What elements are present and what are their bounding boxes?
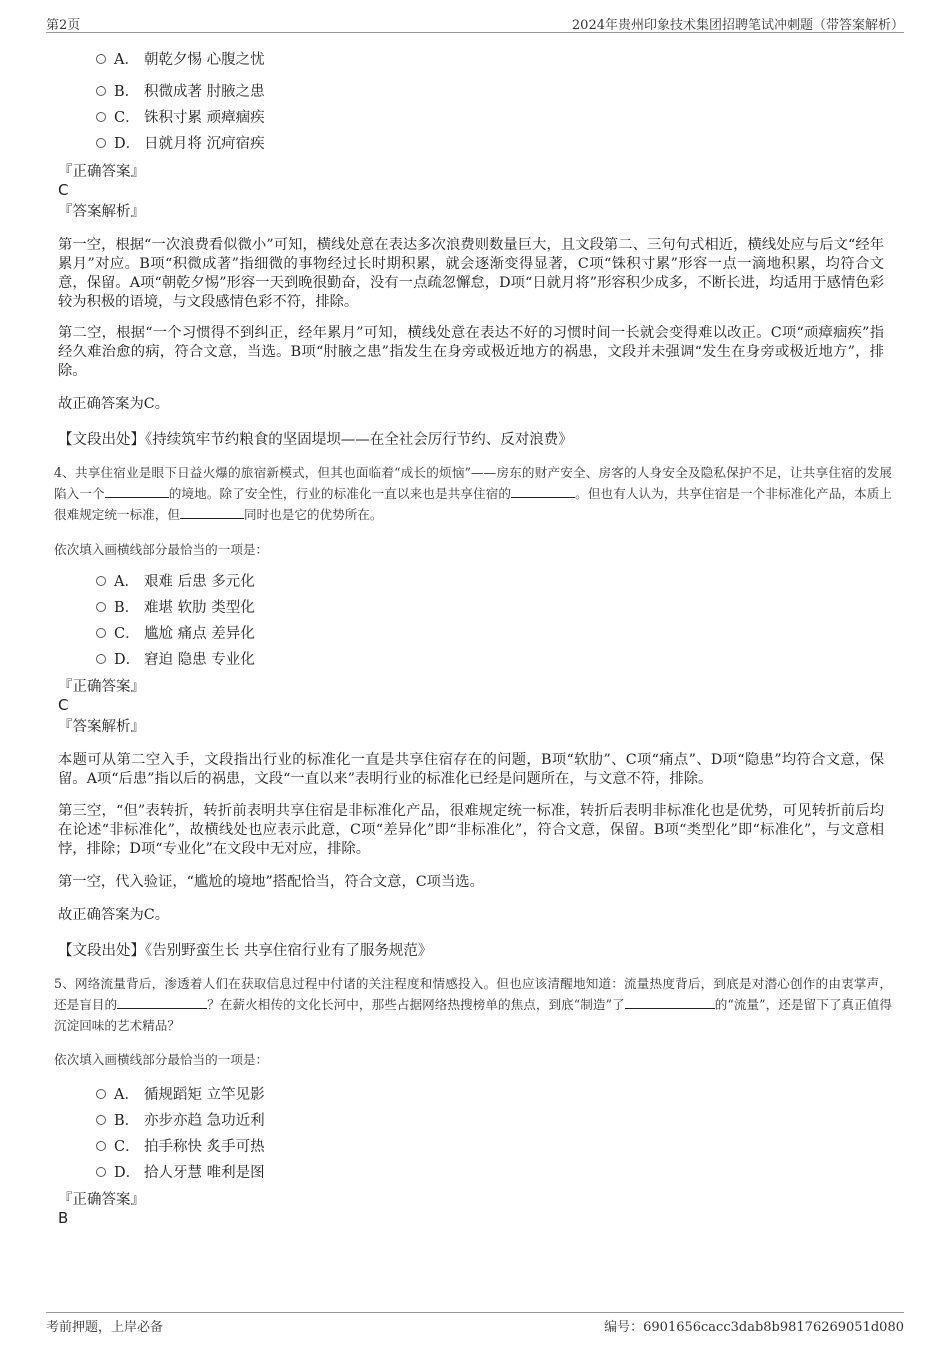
fill-blank (117, 996, 207, 1009)
q3-option-d[interactable]: D． 日就月将 沉疴宿疾 (96, 134, 265, 154)
radio-icon[interactable] (96, 1115, 106, 1125)
q4-option-d[interactable]: D． 窘迫 隐患 专业化 (96, 650, 255, 670)
answer-value: C (58, 696, 69, 714)
answer-value: C (58, 181, 69, 199)
source-citation: 【文段出处】《告别野蛮生长 共享住宿行业有了服务规范》 (58, 943, 433, 959)
analysis-paragraph: 本题可从第二空入手，文段指出行业的标准化一直是共享住宿存在的问题，B项“软肋”、C项“痛点”、D项“隐患”均符合文意，保留。A项“后患”指以后的祸患，文段“一直以来”表明行业的标准化已经是问题所在，与文意不符，排除。 (58, 752, 884, 787)
q3-option-c[interactable]: C． 铢积寸累 顽瘴痼疾 (96, 108, 265, 128)
q5-option-c[interactable]: C． 拍手称快 炙手可热 (96, 1137, 265, 1157)
radio-icon[interactable] (96, 576, 106, 586)
answer-label: 『正确答案』 (58, 1192, 145, 1208)
radio-icon[interactable] (96, 112, 106, 122)
footer-slogan: 考前押题，上岸必备 (46, 1320, 164, 1335)
fill-blank (105, 485, 169, 498)
radio-icon[interactable] (96, 138, 106, 148)
q3-option-a[interactable]: A． 朝乾夕惕 心腹之忧 (96, 50, 265, 70)
q5-option-b[interactable]: B． 亦步亦趋 急功近利 (96, 1111, 265, 1131)
analysis-paragraph: 第一空，代入验证，“尴尬的境地”搭配恰当，符合文意，C项当选。 (58, 874, 484, 890)
source-citation: 【文段出处】《持续筑牢节约粮食的坚固堤坝——在全社会厉行节约、反对浪费》 (58, 432, 573, 448)
q4-option-c[interactable]: C． 尴尬 痛点 差异化 (96, 624, 255, 644)
question-stem: 4、共享住宿业是眼下日益火爆的旅宿新模式，但其也面临着“成长的烦恼”——房东的财产安全、房客的人身安全及隐私保护不足，让共享住宿的发展陷入一个 的境地。除了安全性，行业的标准化一直以来也是共享住宿的 。但也有人认为，共享住宿是一个非标准化产品，本质上很难规定统一标准，但 同时也是它的优势所在。 (54, 465, 893, 522)
fill-blank (511, 485, 575, 498)
radio-icon[interactable] (96, 628, 106, 638)
answer-label: 『正确答案』 (58, 164, 145, 180)
analysis-label: 『答案解析』 (58, 719, 145, 735)
q5-option-a[interactable]: A． 循规蹈矩 立竿见影 (96, 1085, 265, 1105)
fill-blank (625, 996, 715, 1009)
page-footer (46, 1312, 904, 1335)
page-header (46, 12, 904, 33)
analysis-label: 『答案解析』 (58, 204, 145, 220)
answer-value: B (58, 1209, 69, 1227)
q5-option-d[interactable]: D． 拾人牙慧 唯利是图 (96, 1163, 265, 1183)
document-id: 编号：6901656cacc3dab8b98176269051d080 (604, 1320, 904, 1335)
analysis-paragraph: 第一空，根据“一次浪费看似微小”可知，横线处意在表达多次浪费则数量巨大，且文段第二、三句句式相近，横线处应与后文“经年累月”对应。B项“积微成著”指细微的事物经过长时期积累，就会逐渐变得显著，C项“铢积寸累”形容一点一滴地积累，均符合文意，保留。A项“朝乾夕惕”形容一天到晚很勤奋，没有一点疏忽懈怠，D项“日就月将”形容积少成多，不断长进，均适用于感情色彩较为积极的语境，与文段感情色彩不符，排除。 (58, 237, 884, 310)
radio-icon[interactable] (96, 54, 106, 64)
analysis-paragraph: 第二空，根据“一个习惯得不到纠正，经年累月”可知，横线处意在表达不好的习惯时间一长就会变得难以改正。C项“顽瘴痼疾”指经久难治愈的病，符合文意，当选。B项“肘腋之患”指发生在身旁或极近地方的祸患，文段并未强调“发生在身旁或极近地方”，排除。 (58, 325, 884, 379)
radio-icon[interactable] (96, 1141, 106, 1151)
q3-option-b[interactable]: B． 积微成著 肘腋之患 (96, 82, 265, 102)
fill-blank (180, 506, 244, 519)
radio-icon[interactable] (96, 1167, 106, 1177)
page-number: 第2页 (46, 18, 81, 33)
question-prompt: 依次填入画横线部分最恰当的一项是： (54, 542, 269, 557)
radio-icon[interactable] (96, 1089, 106, 1099)
radio-icon[interactable] (96, 602, 106, 612)
analysis-paragraph: 故正确答案为C。 (58, 396, 170, 412)
document-title: 2024年贵州印象技术集团招聘笔试冲刺题（带答案解析） (571, 18, 904, 33)
q4-option-a[interactable]: A． 艰难 后患 多元化 (96, 572, 255, 592)
analysis-paragraph: 故正确答案为C。 (58, 907, 170, 923)
question-stem: 5、网络流量背后，渗透着人们在获取信息过程中付诸的关注程度和情感投入。但也应该清醒地知道：流量热度背后，到底是对潜心创作的由衷掌声，还是盲目的 ？在薪火相传的文化长河中，那些占据网络热搜榜单的焦点，到底“制造”了 的“流量”，还是留下了真正值得沉淀回味的艺术精品？ (54, 976, 892, 1033)
analysis-paragraph: 第三空，“但”表转折，转折前表明共享住宿是非标准化产品，很难规定统一标准，转折后表明非标准化也是优势，可见转折前后均在论述“非标准化”，故横线处也应表示此意，C项“差异化”即“非标准化”，符合文意，保留。B项“类型化”即“标准化”，与文意相悖，排除；D项“专业化”在文段中无对应，排除。 (58, 803, 884, 857)
radio-icon[interactable] (96, 86, 106, 96)
answer-label: 『正确答案』 (58, 679, 145, 695)
radio-icon[interactable] (96, 654, 106, 664)
q4-option-b[interactable]: B． 难堪 软肋 类型化 (96, 598, 255, 618)
question-prompt: 依次填入画横线部分最恰当的一项是： (54, 1052, 269, 1067)
